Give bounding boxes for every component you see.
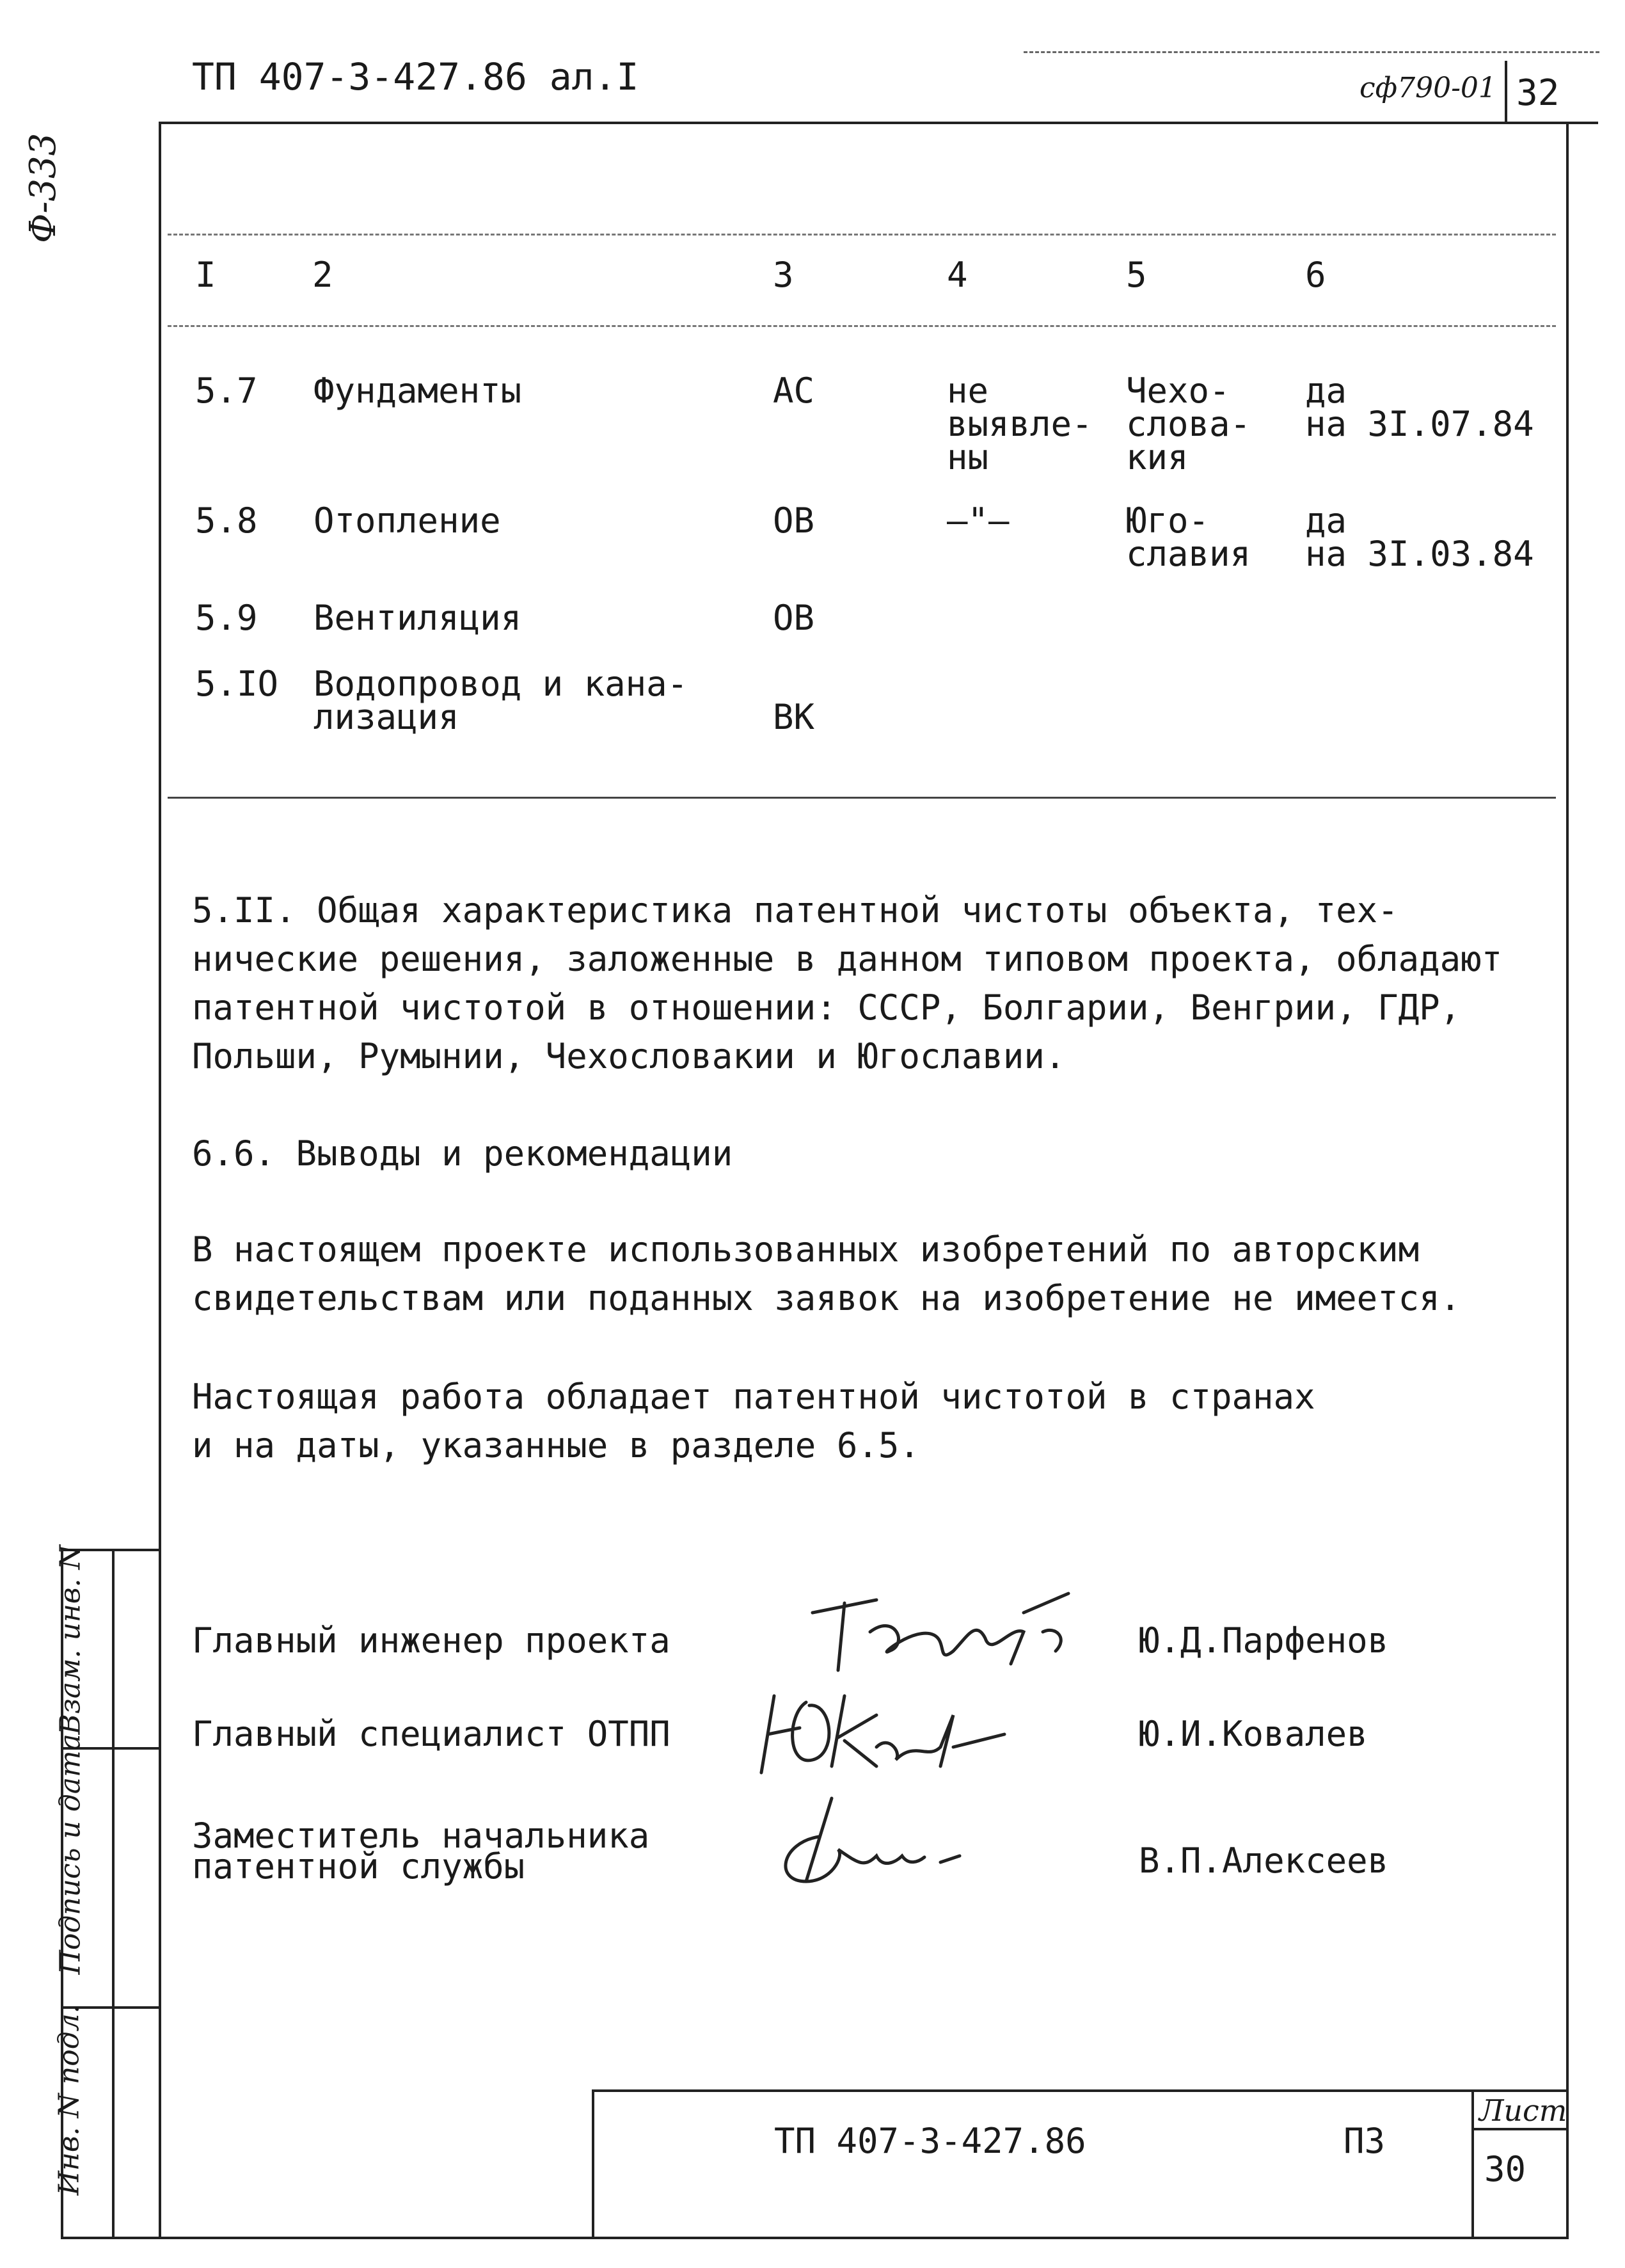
- title-block-top: [592, 2089, 1567, 2092]
- col-header-4: 4: [947, 255, 968, 295]
- paragraph-patent-purity: Настоящая работа обладает патентной чистотой в странах и на даты, указанные в разделе 6.5.: [192, 1377, 1315, 1465]
- table-row-name: Вентиляция: [313, 598, 522, 638]
- header-doc-code: ТП 407-3-427.86 ал.I: [192, 55, 639, 99]
- signature-name: Ю.И.Ковалев: [1139, 1714, 1368, 1754]
- signature-role: Заместитель начальника патентной службы: [192, 1816, 650, 1887]
- table-row-num: 5.9: [195, 598, 258, 638]
- title-block-sheet-label: Лист: [1479, 2093, 1567, 2128]
- header-top-rule: [1024, 51, 1599, 53]
- title-block-sheet-number: 30: [1484, 2149, 1526, 2189]
- signature-name: Ю.Д.Парфенов: [1139, 1620, 1389, 1661]
- frame-right: [1566, 122, 1569, 2237]
- sidebar-label-signature-date: Подпись и дата: [54, 1734, 87, 1975]
- frame-left: [159, 122, 161, 2237]
- sidebar-inner: [112, 1549, 115, 2237]
- table-row-country: Юго- славия: [1126, 500, 1251, 574]
- sidebar-label-replacement-inventory: Взам. инв. N: [54, 1545, 87, 1735]
- margin-stamp: Ф-333: [22, 132, 64, 243]
- handwritten-archive-code: сф790-01: [1359, 72, 1496, 104]
- sidebar-label-inventory-number: Инв. N подл.: [52, 2004, 86, 2196]
- signature-parfenov-handwriting: [800, 1574, 1088, 1683]
- paragraph-conclusions-heading: 6.6. Выводы и рекомендации: [192, 1133, 733, 1174]
- table-row-code: ОВ: [773, 500, 815, 541]
- table-row-status: да на 3I.03.84: [1305, 500, 1534, 574]
- frame-bottom: [61, 2237, 1569, 2239]
- col-header-3: 3: [773, 255, 794, 295]
- table-header-top-rule: [168, 234, 1556, 236]
- table-row-code: АС: [773, 371, 815, 411]
- col-header-1: I: [195, 255, 216, 295]
- col-header-5: 5: [1126, 255, 1147, 295]
- title-block-left: [592, 2089, 594, 2237]
- table-row-code: ОВ: [773, 598, 815, 638]
- table-row-num: 5.8: [195, 500, 258, 541]
- header-sheet-divider: [1505, 61, 1507, 122]
- paragraph-patent-summary: 5.II. Общая характеристика патентной чистоты объекта, тех- нические решения, заложенные в данном типовом проекта, обладают патентной чистотой в отношении: СССР, Болгарии, Венгрии, ГДР, Польши, Румынии, Чехословакии и Югославии.: [192, 890, 1503, 1076]
- table-row-country: Чехо- слова- кия: [1126, 371, 1251, 477]
- table-row-found: не выявле- ны: [947, 371, 1093, 477]
- header-sheet-number: 32: [1516, 72, 1560, 114]
- table-row-code: ВК: [773, 697, 815, 737]
- frame-top: [159, 122, 1598, 124]
- signature-alekseev-handwriting: [768, 1785, 979, 1894]
- table-row-name: Отопление: [313, 500, 501, 541]
- table-header-bottom-rule: [168, 325, 1556, 327]
- table-row-num: 5.7: [195, 371, 258, 411]
- signature-kovalev-handwriting: [749, 1677, 1017, 1785]
- table-row-name: Фундаменты: [313, 371, 522, 411]
- paragraph-no-inventions: В настоящем проекте использованных изобретений по авторским свидетельствам или поданных заявок на изобретение не имеется.: [192, 1229, 1461, 1318]
- signature-role: Главный инженер проекта: [192, 1620, 670, 1661]
- table-row-status: да на 3I.07.84: [1305, 371, 1534, 444]
- table-bottom-rule: [168, 797, 1556, 799]
- signature-name: В.П.Алексеев: [1139, 1841, 1389, 1881]
- title-block-section: ПЗ: [1344, 2121, 1386, 2161]
- table-row-name: Водопровод и кана- лизация: [313, 664, 688, 737]
- table-row-num: 5.IO: [195, 664, 279, 704]
- col-header-6: 6: [1305, 255, 1326, 295]
- table-row-found: –"–: [947, 500, 1010, 541]
- title-block-doc-code: ТП 407-3-427.86: [774, 2121, 1086, 2161]
- col-header-2: 2: [312, 255, 333, 295]
- signature-role: Главный специалист ОТПП: [192, 1714, 670, 1754]
- title-block-sheet-divider: [1471, 2089, 1474, 2237]
